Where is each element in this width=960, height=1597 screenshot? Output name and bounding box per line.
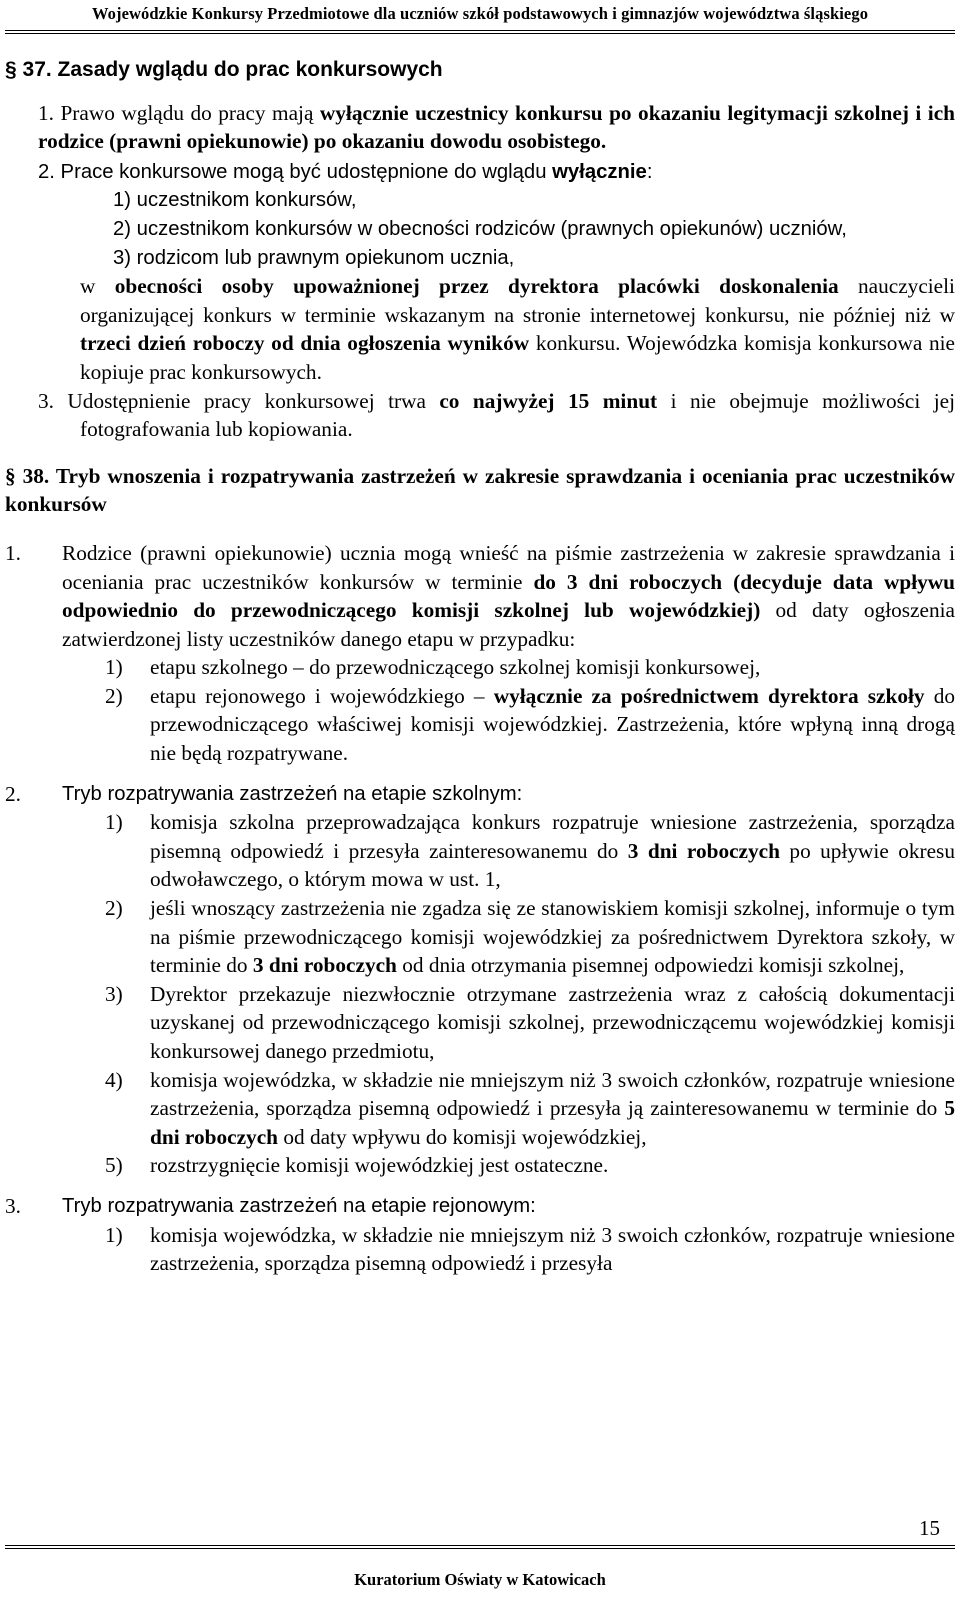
s37-list-item: 3) rodzicom lub prawnym opiekunom ucznia, — [113, 246, 515, 269]
item-number: 5) — [105, 1153, 123, 1178]
bold-run: co najwyżej 15 minut — [439, 388, 658, 413]
text-run: rozstrzygnięcie komisji wojewódzkiej jest ostateczne. — [150, 1153, 609, 1178]
s38-p2-item-5 — [105, 1151, 955, 1180]
s38-p1-item-2 — [105, 682, 955, 768]
text-run: komisja wojewódzka, w składzie nie mniejszym niż 3 swoich członków, rozpatruje wniesione zastrzeżenia, sporządza pisemną odpowiedź i przesyła ją zainteresowanemu w terminie do — [150, 1067, 955, 1121]
s37-list-item: 1) uczestnikom konkursów, — [113, 189, 357, 212]
item-text — [150, 1151, 955, 1180]
text-run: od dnia otrzymania pisemnej odpowiedzi komisji szkolnej, — [396, 953, 905, 978]
s38-para-1-number: 1. — [5, 540, 21, 565]
s37-para-1 — [38, 99, 955, 156]
footer-text: Kuratorium Oświaty w Katowicach — [354, 1570, 606, 1589]
s37-para-2-list — [38, 186, 955, 272]
item-number: 3) — [105, 981, 123, 1006]
s38-para-3-number: 3. — [5, 1193, 21, 1218]
item-text — [150, 653, 955, 682]
s38-p2-item-1 — [105, 808, 955, 894]
s38-para-3-list — [5, 1221, 955, 1278]
s38-p2-item-2 — [105, 894, 955, 980]
s37-para-2-tail — [38, 272, 955, 386]
item-number: 2) — [105, 683, 123, 708]
s38-para-1 — [5, 539, 955, 653]
item-text — [150, 894, 955, 980]
bold-run: 3 dni roboczych — [627, 838, 780, 863]
footer-rule-2 — [5, 1548, 955, 1549]
s38-p1-item-1 — [105, 653, 955, 682]
bold-run: 3 dni roboczych — [252, 953, 397, 978]
bold-run: wyłącznie uczestnicy konkursu po okazaniu legitymacji szkolnej i ich rodzice (prawni opiekunowie) po okazaniu dowodu osobistego. — [38, 100, 955, 154]
text-run: w — [80, 274, 115, 299]
page-header — [0, 0, 960, 24]
text-run: : — [646, 160, 653, 183]
header-rule-2 — [5, 33, 955, 34]
bold-run: wyłącznie — [552, 160, 647, 183]
header-text: Wojewódzkie Konkursy Przedmiotowe dla uczniów szkół podstawowych i gimnazjów województwa śląskiego — [91, 4, 869, 23]
item-number: 1) — [105, 655, 123, 680]
text-run: po upływie okresu odwoławczego, o którym mowa w ust. 1, — [150, 838, 955, 892]
text-run: komisja wojewódzka, w składzie nie mniejszym niż 3 swoich członków, rozpatruje wniesione zastrzeżenia, sporządza pisemną odpowiedź i przesyła — [150, 1222, 955, 1276]
section-37-body — [5, 99, 955, 444]
item-number: 1) — [105, 810, 123, 835]
header-rule — [5, 30, 955, 31]
s38-para-3 — [5, 1192, 955, 1221]
item-text — [150, 1221, 955, 1278]
item-text — [150, 980, 955, 1066]
s38-para-2 — [5, 780, 955, 809]
bold-run: wyłącznie za pośrednictwem dyrektora szkoły — [493, 683, 925, 708]
text-run: nauczycieli organizującej konkurs w terminie wskazanym na stronie internetowej konkursu, nie później niż w — [80, 274, 955, 327]
text-run: od daty ogłoszenia zatwierdzonej listy uczestników danego etapu w przypadku: — [62, 598, 955, 651]
bold-run: trzeci dzień roboczy od dnia ogłoszenia wyników — [80, 331, 530, 356]
text-run: jeśli wnoszący zastrzeżenia nie zgadza się ze stanowiskiem komisji szkolnej, informuje o tym na piśmie przewodniczącego komisji wojewódzkiej za pośrednictwem Dyrektora szkoły, w terminie do — [150, 896, 955, 978]
text-run: do przewodniczącego właściwej komisji wojewódzkiej. Zastrzeżenia, które wpłyną inną drogą nie będą rozpatrywane. — [150, 683, 956, 766]
s38-para-3-text: Tryb rozpatrywania zastrzeżeń na etapie rejonowym: — [62, 1194, 536, 1217]
section-38-body — [5, 539, 955, 1278]
item-number: 2) — [105, 896, 123, 921]
text-run: od daty wpływu do komisji wojewódzkiej, — [278, 1124, 647, 1149]
s38-para-2-text: Tryb rozpatrywania zastrzeżeń na etapie szkolnym: — [62, 782, 523, 805]
bold-run: obecności osoby upoważnionej przez dyrektora placówki doskonalenia — [114, 274, 839, 299]
item-text — [150, 1066, 955, 1152]
text-run: Dyrektor przekazuje niezwłocznie otrzymane zastrzeżenia wraz z całością dokumentacji uzyskanej od przewodniczącego komisji szkolnej, przewodniczącemu wojewódzkiej komisji konkursowej danego przedmiotu, — [150, 981, 955, 1063]
document-body — [5, 56, 955, 1278]
s38-p3-item-1 — [105, 1221, 955, 1278]
s37-para-3 — [38, 387, 955, 444]
text-run: i nie obejmuje możliwości jej fotografowania lub kopiowania. — [80, 388, 956, 442]
text-run: 2. Prace konkursowe mogą być udostępnione do wglądu — [38, 160, 553, 183]
text-run: etapu rejonowego i wojewódzkiego – — [150, 683, 494, 708]
item-text — [150, 808, 955, 894]
s37-list-item: 2) uczestnikom konkursów w obecności rodziców (prawnych opiekunów) uczniów, — [113, 217, 847, 240]
text-run: konkursu. Wojewódzka komisja konkursowa nie kopiuje prac konkursowych. — [80, 331, 955, 384]
s38-p2-item-4 — [105, 1066, 955, 1152]
text-run: 3. Udostępnienie pracy konkursowej trwa — [38, 388, 440, 413]
bold-run: 5 dni roboczych — [150, 1096, 955, 1149]
s38-para-1-list — [5, 653, 955, 767]
text-run: Rodzice (prawni opiekunowie) ucznia mogą wnieść na piśmie zastrzeżenia w zakresie sprawdzania i oceniania prac uczestników konkursów w terminie — [62, 540, 955, 594]
s38-para-2-number: 2. — [5, 781, 21, 806]
s38-para-1-text — [62, 539, 955, 653]
text-run: etapu szkolnego – do przewodniczącego szkolnej komisji konkursowej, — [150, 655, 761, 680]
item-number: 1) — [105, 1222, 123, 1247]
s37-para-2-lead — [38, 158, 955, 187]
s38-p2-item-3 — [105, 980, 955, 1066]
text-run: 1. Prawo wglądu do pracy mają — [38, 100, 320, 125]
section-38-title: § 38. Tryb wnoszenia i rozpatrywania zastrzeżeń w zakresie sprawdzania i oceniania prac uczestników konkursów — [5, 463, 955, 517]
s38-para-2-list — [5, 808, 955, 1180]
text-run: komisja szkolna przeprowadzająca konkurs rozpatruje wniesione zastrzeżenia, sporządza pisemną odpowiedź i przesyła zainteresowanemu do — [150, 810, 955, 863]
item-number: 4) — [105, 1067, 123, 1092]
footer-rule — [5, 1545, 955, 1546]
item-text — [150, 682, 955, 768]
section-37-title: § 37. Zasady wglądu do prac konkursowych — [5, 58, 443, 81]
page-number: 15 — [919, 1516, 940, 1540]
bold-run: do 3 dni roboczych (decyduje data wpływu odpowiednio do przewodniczącego komisji szkolnej lub wojewódzkiej) — [62, 569, 955, 623]
